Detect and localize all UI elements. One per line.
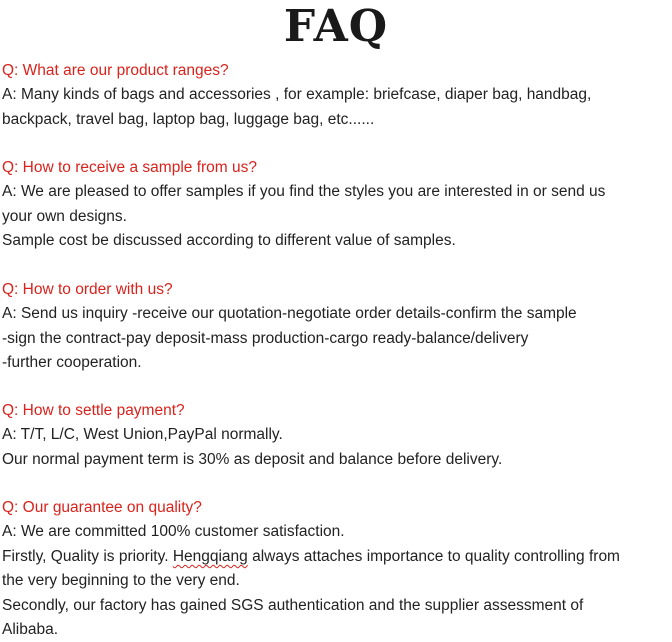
faq-item-order (2, 278, 670, 376)
faq-answer-line-with-brand (2, 545, 670, 569)
faq-question: Q: How to settle payment? (2, 402, 185, 419)
faq-question: Q: How to receive a sample from us? (2, 159, 257, 176)
faq-question: Q: Our guarantee on quality? (2, 499, 202, 516)
faq-answer-line: backpack, travel bag, laptop bag, luggage bag, etc...... (2, 110, 375, 128)
faq-item-product-ranges (2, 59, 670, 132)
faq-answer-line: A: We are committed 100% customer satisfaction. (2, 523, 345, 541)
page-title: FAQ (283, 1, 389, 52)
faq-answer-line: Sample cost be discussed according to different value of samples. (2, 232, 456, 250)
faq-item-quality (2, 496, 670, 642)
faq-answer-line: Our normal payment term is 30% as deposit and balance before delivery. (2, 450, 503, 468)
answer-text-after: always attaches importance to quality controlling from (247, 547, 620, 565)
faq-answer-line: A: Many kinds of bags and accessories , for example: briefcase, diaper bag, handbag, (2, 86, 592, 104)
faq-answer-line: A: We are pleased to offer samples if you find the styles you are interested in or send us (2, 183, 606, 201)
answer-text-before: Firstly, Quality is priority. (2, 547, 173, 565)
brand-name-spellcheck: Hengqiang (172, 547, 248, 565)
faq-question: Q: What are our product ranges? (2, 62, 229, 79)
faq-answer-line: the very beginning to the very end. (2, 572, 240, 590)
faq-answer-line: -further cooperation. (2, 354, 142, 372)
faq-answer-line: A: T/T, L/C, West Union,PayPal normally. (2, 426, 283, 444)
faq-answer-line: Alibaba. (2, 621, 59, 639)
faq-answer-line: A: Send us inquiry -receive our quotation-negotiate order details-confirm the sample (2, 305, 577, 323)
faq-answer-line: Secondly, our factory has gained SGS authentication and the supplier assessment of (2, 596, 584, 614)
faq-answer-line: your own designs. (2, 207, 127, 225)
faq-item-payment (2, 399, 670, 472)
faq-question: Q: How to order with us? (2, 281, 173, 298)
faq-answer-line: -sign the contract-pay deposit-mass production-cargo ready-balance/delivery (2, 329, 529, 347)
faq-item-sample (2, 156, 670, 254)
